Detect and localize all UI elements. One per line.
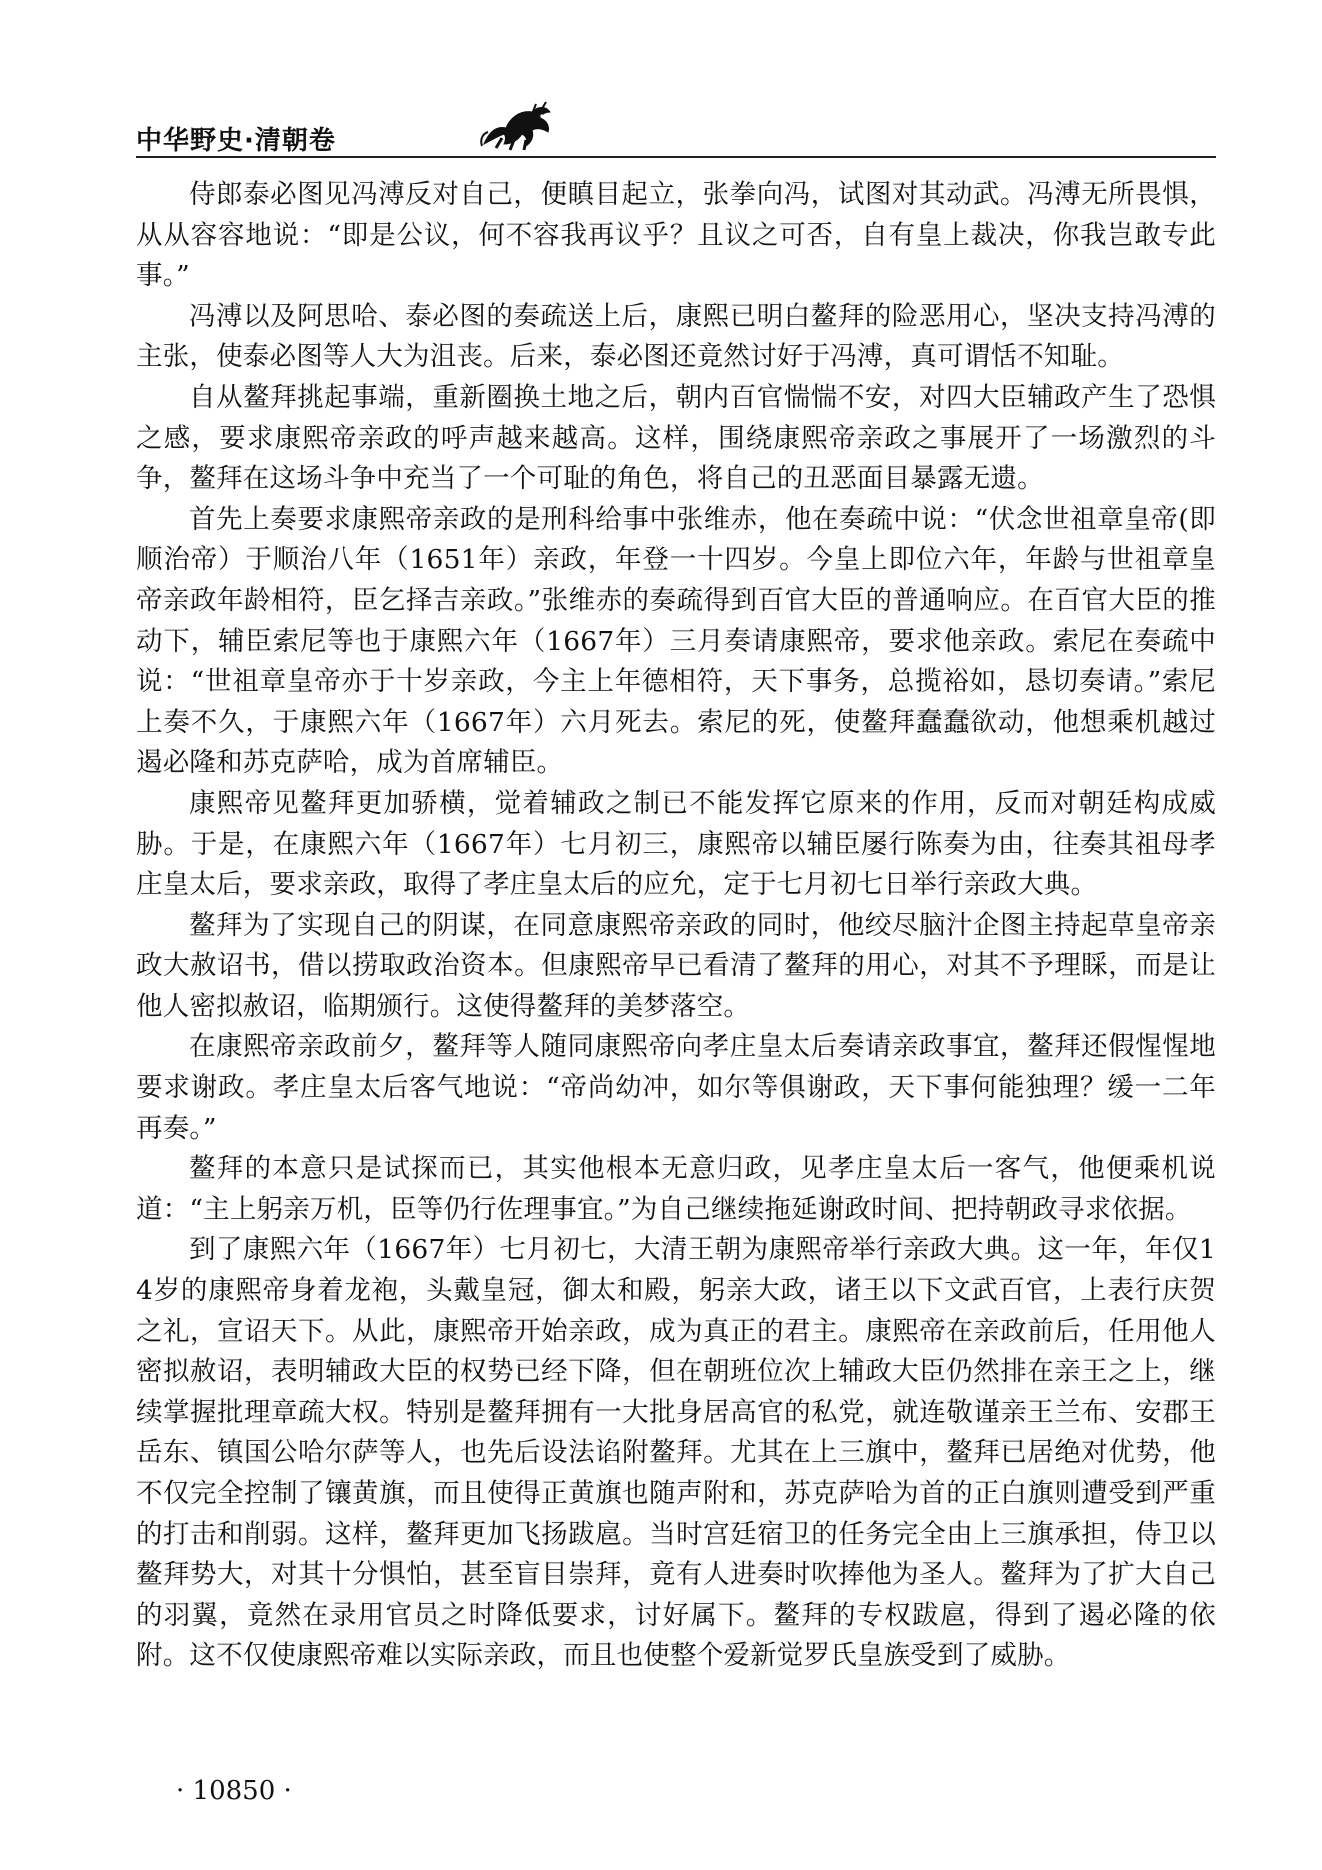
paragraph: 首先上奏要求康熙帝亲政的是刑科给事中张维赤，他在奏疏中说：“伏念世祖章皇帝(即顺治帝）于顺治八年（1651年）亲政，年登一十四岁。今皇上即位六年，年龄与世祖章皇帝亲政年龄相符，臣乞择吉亲政。”张维赤的奏疏得到百官大臣的普通响应。在百官大臣的推动下，辅臣索尼等也于康熙六年（1667年）三月奏请康熙帝，要求他亲政。索尼在奏疏中说：“世祖章皇帝亦于十岁亲政，今主上年德相符，天下事务，总揽裕如，恳切奏请。”索尼上奏不久，于康熙六年（1667年）六月死去。索尼的死，使鳌拜蠢蠢欲动，他想乘机越过遏必隆和苏克萨哈，成为首席辅臣。 [136, 503, 1216, 779]
book-title: 中华野史·清朝卷 [136, 126, 336, 156]
paragraph: 在康熙帝亲政前夕，鳌拜等人随同康熙帝向孝庄皇太后奏请亲政事宜，鳌拜还假惺惺地要求谢政。孝庄皇太后客气地说：“帝尚幼冲，如尔等俱谢政，天下事何能独理？缓一二年再奏。” [136, 1031, 1216, 1144]
paragraph: 到了康熙六年（1667年）七月初七，大清王朝为康熙帝举行亲政大典。这一年，年仅14岁的康熙帝身着龙袍，头戴皇冠，御太和殿，躬亲大政，诸王以下文武百官，上表行庆贺之礼，宣诏天下。从此，康熙帝开始亲政，成为真正的君主。康熙帝在亲政前后，任用他人密拟赦诏，表明辅政大臣的权势已经下降，但在朝班位次上辅政大臣仍然排在亲王之上，继续掌握批理章疏大权。特别是鳌拜拥有一大批身居高官的私党，就连敬谨亲王兰布、安郡王岳东、镇国公哈尔萨等人，也先后设法谄附鳌拜。尤其在上三旗中，鳌拜已居绝对优势，他不仅完全控制了镶黄旗，而且使得正黄旗也随声附和，苏克萨哈为首的正白旗则遭受到严重的打击和削弱。这样，鳌拜更加飞扬跋扈。当时宫廷宿卫的任务完全由上三旗承担，侍卫以鳌拜势大，对其十分惧怕，甚至盲目崇拜，竟有人进奏时吹捧他为圣人。鳌拜为了扩大自己的羽翼，竟然在录用官员之时降低要求，讨好属下。鳌拜的专权跋扈，得到了遏必隆的依附。这不仅使康熙帝难以实际亲政，而且也使整个爱新觉罗氏皇族受到了威胁。 [136, 1234, 1216, 1672]
paragraph: 冯溥以及阿思哈、泰必图的奏疏送上后，康熙已明白鳌拜的险恶用心，坚决支持冯溥的主张，使泰必图等人大为沮丧。后来，泰必图还竟然讨好于冯溥，真可谓恬不知耻。 [136, 300, 1216, 373]
paragraph: 自从鳌拜挑起事端，重新圈换土地之后，朝内百官惴惴不安，对四大臣辅政产生了恐惧之感，要求康熙帝亲政的呼声越来越高。这样，围绕康熙帝亲政之事展开了一场激烈的斗争，鳌拜在这场斗争中充当了一个可耻的角色，将自己的丑恶面目暴露无遗。 [136, 381, 1216, 495]
dragon-emblem-icon [476, 100, 556, 154]
paragraph: 鳌拜的本意只是试探而已，其实他根本无意归政，见孝庄皇太后一客气，他便乘机说道：“主上躬亲万机，臣等仍行佐理事宜。”为自己继续拖延谢政时间、把持朝政寻求依据。 [136, 1153, 1216, 1225]
page-number: · 10850 · [176, 1776, 292, 1806]
paragraph: 侍郎泰必图见冯溥反对自己，便瞋目起立，张拳向冯，试图对其动武。冯溥无所畏惧，从从容容地说：“即是公议，何不容我再议乎？且议之可否，自有皇上裁决，你我岂敢专此事。” [136, 179, 1216, 292]
header-rule [136, 156, 1216, 158]
body-text [136, 175, 1216, 1677]
paragraph: 鳌拜为了实现自己的阴谋，在同意康熙帝亲政的同时，他绞尽脑汁企图主持起草皇帝亲政大赦诏书，借以捞取政治资本。但康熙帝早已看清了鳌拜的用心，对其不予理睬，而是让他人密拟赦诏，临期颁行。这使得鳌拜的美梦落空。 [136, 909, 1216, 1022]
page-header [136, 100, 1216, 160]
paragraph: 康熙帝见鳌拜更加骄横，觉着辅政之制已不能发挥它原来的作用，反而对朝廷构成威胁。于是，在康熙六年（1667年）七月初三，康熙帝以辅臣屡行陈奏为由，往奏其祖母孝庄皇太后，要求亲政，取得了孝庄皇太后的应允，定于七月初七日举行亲政大典。 [136, 787, 1216, 901]
